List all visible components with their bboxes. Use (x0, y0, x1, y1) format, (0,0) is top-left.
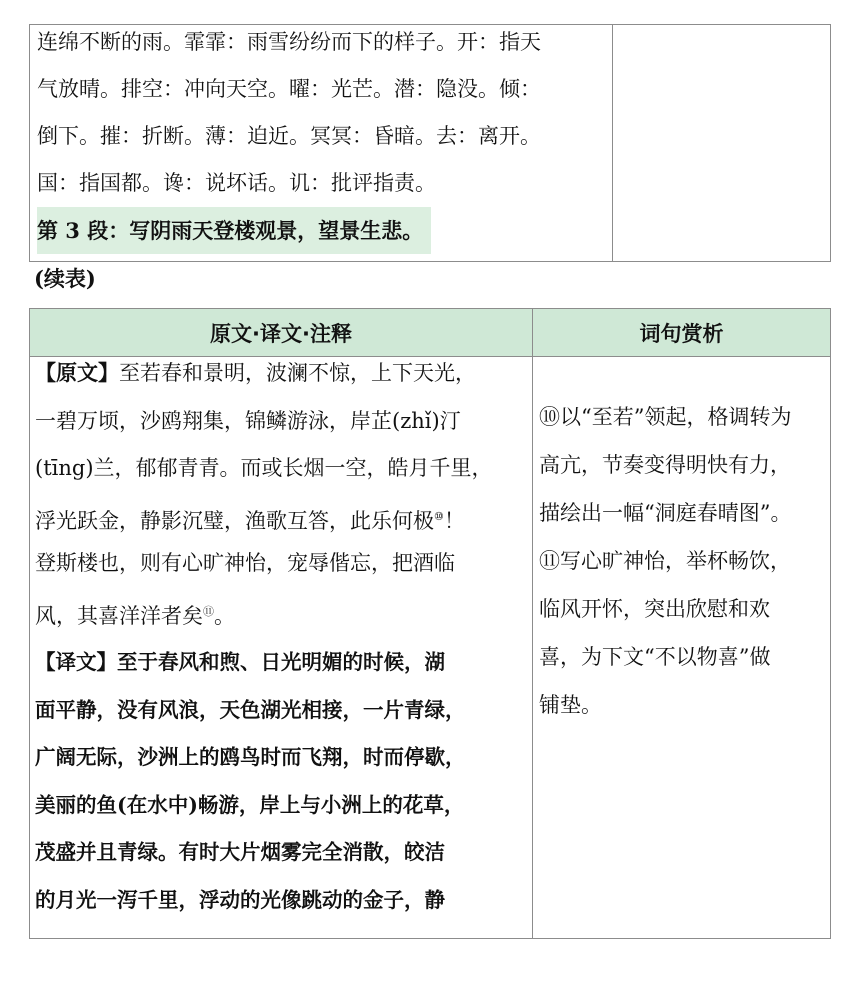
translation-line: 茂盛并且青绿。有时大片烟雾完全消散，皎洁 (35, 840, 445, 864)
header-original-translation-notes: 原文·译文·注释 (30, 309, 533, 357)
analysis-block (533, 357, 830, 729)
translation-line: 美丽的鱼(在水中)畅游，岸上与小洲上的花草， (35, 792, 465, 817)
header-analysis: 词句赏析 (533, 309, 831, 357)
original-line: (tīng)兰，郁郁青青。而或长烟一空，皓月千里， (35, 456, 493, 480)
translation-line: 广阔无际，沙洲上的鸥鸟时而飞翔，时而停歇， (35, 745, 466, 769)
text-analysis-table (29, 308, 831, 939)
original-tag: 【原文】 (35, 361, 119, 385)
analysis-line: 铺垫。 (539, 693, 602, 717)
notes-cell (30, 25, 613, 262)
original-line: 【原文】至若春和景明，波澜不惊，上下天光， (35, 361, 476, 385)
analysis-line: ⑩以“至若”领起，格调转为 (539, 405, 792, 429)
original-line: 浮光跃金，静影沉璧，渔歌互答，此乐何极⑩！ (35, 508, 465, 533)
note-line: 国：指国都。谗：说坏话。讥：批评指责。 (37, 171, 436, 195)
analysis-line: 临风开怀，突出欣慰和欢 (539, 597, 770, 621)
original-text-block (30, 350, 532, 635)
note-mark-10: ⑩ (434, 509, 444, 523)
analysis-line: 高亢，节奏变得明快有力， (539, 453, 791, 477)
analysis-cell-empty (613, 25, 831, 262)
analysis-line: ⑪写心旷神怡，举杯畅饮， (539, 549, 791, 573)
translation-line: 面平静，没有风浪，天色湖光相接，一片青绿， (35, 697, 466, 722)
translation-line: 【译文】至于春风和煦、日光明媚的时候，湖 (35, 650, 445, 674)
note-line: 气放晴。排空：冲向天空。曜：光芒。潜：隐没。倾： (37, 77, 541, 101)
continued-label: (续表) (34, 266, 96, 291)
original-text-cell (30, 357, 533, 939)
analysis-cell (533, 357, 831, 939)
original-line: 登斯楼也，则有心旷神怡，宠辱偕忘，把酒临 (35, 551, 455, 575)
analysis-line: 描绘出一幅“洞庭春晴图”。 (539, 501, 792, 525)
translation-block (30, 639, 532, 924)
analysis-line: 喜，为下文“不以物喜”做 (539, 645, 771, 669)
original-line: 风，其喜洋洋者矣⑪。 (35, 603, 235, 628)
section-heading-line (30, 207, 612, 254)
note-mark-11: ⑪ (203, 604, 214, 618)
translation-tag: 【译文】 (35, 650, 117, 674)
translation-line: 的月光一泻千里，浮动的光像跳动的金子，静 (35, 887, 445, 912)
original-line: 一碧万顷，沙鸥翔集，锦鳞游泳，岸芷(zhǐ)汀 (35, 408, 461, 433)
section-heading: 第 3 段：写阴雨天登楼观景，望景生悲。 (37, 207, 431, 254)
note-line: 连绵不断的雨。霏霏：雨雪纷纷而下的样子。开：指天 (37, 30, 541, 54)
note-line: 倒下。摧：折断。薄：迫近。冥冥：昏暗。去：离开。 (37, 124, 541, 148)
notes-table-continued (29, 24, 831, 262)
